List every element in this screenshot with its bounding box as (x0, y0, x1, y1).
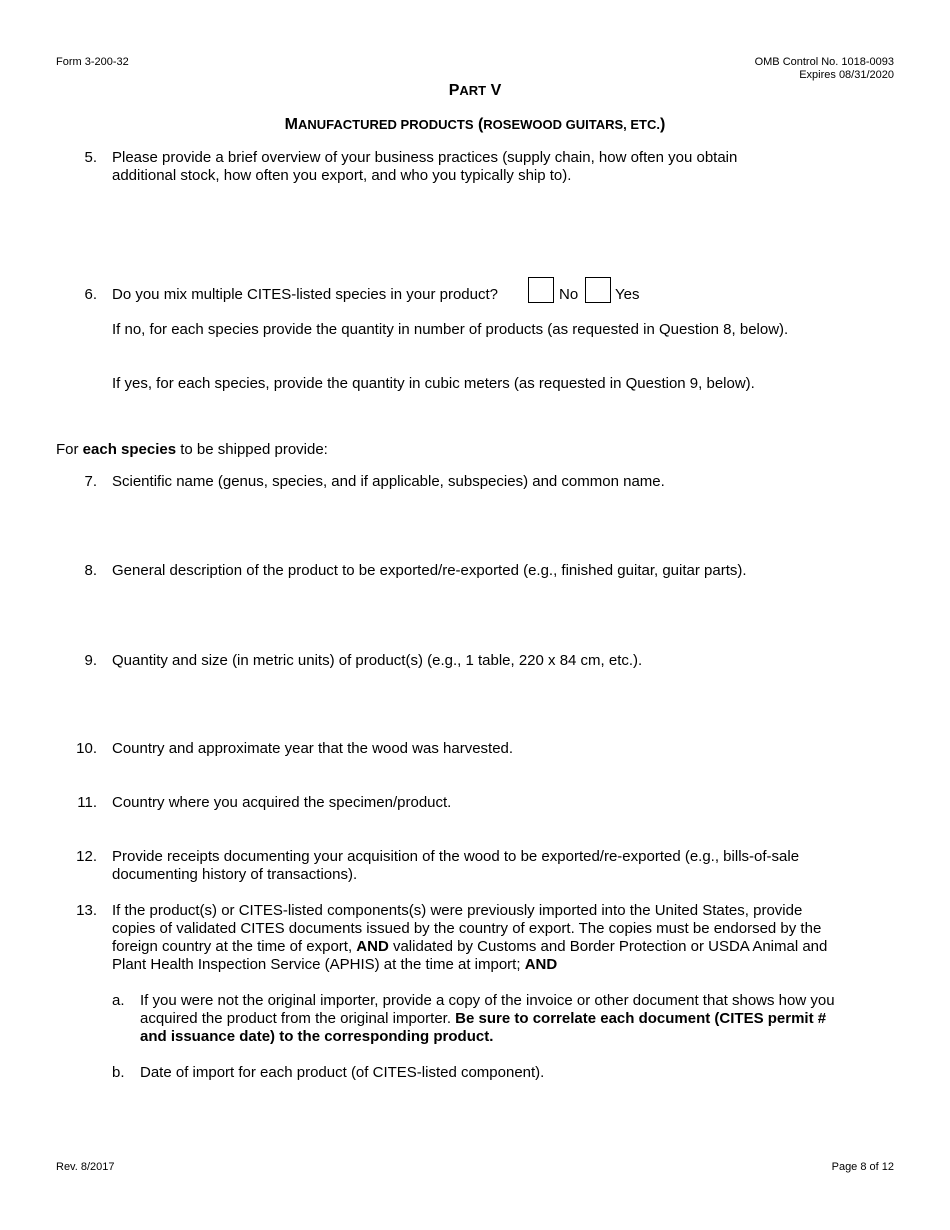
section-subtitle: MANUFACTURED PRODUCTS (ROSEWOOD GUITARS, ETC.) (284, 116, 666, 133)
question-6-if-no: If no, for each species provide the quantity in number of products (as requested in Question 8, below). (112, 321, 789, 338)
question-8-number: 8. (84, 562, 97, 579)
form-number: Form 3-200-32 (56, 56, 129, 68)
question-7-number: 7. (84, 473, 97, 490)
question-13-line-1: If the product(s) or CITES-listed components(s) were previously imported into the United States, provide (112, 902, 803, 919)
no-label: No (559, 286, 579, 303)
mix-species-no-checkbox[interactable] (528, 277, 554, 303)
question-13a-line-1: If you were not the original importer, provide a copy of the invoice or other document that shows how you (140, 992, 835, 1009)
question-8-text: General description of the product to be exported/re-exported (e.g., finished guitar, guitar parts). (112, 562, 747, 579)
question-5-line-2: additional stock, how often you export, and who you typically ship to). (112, 167, 572, 184)
question-5-number: 5. (84, 149, 97, 166)
mix-species-yes-checkbox[interactable] (585, 277, 611, 303)
question-12-number: 12. (76, 848, 97, 865)
question-6-number: 6. (84, 286, 97, 303)
question-13a-line-3: and issuance date) to the corresponding product. (140, 1028, 494, 1045)
question-5-line-1: Please provide a brief overview of your business practices (supply chain, how often you obtain (112, 149, 738, 166)
question-6-text: Do you mix multiple CITES-listed species in your product? (112, 286, 498, 303)
omb-control-number: OMB Control No. 1018-0093 (754, 56, 894, 68)
yes-label: Yes (615, 286, 640, 303)
question-13-line-3: foreign country at the time of export, AND validated by Customs and Border Protection or USDA Animal and (112, 938, 828, 955)
question-7-text: Scientific name (genus, species, and if applicable, subspecies) and common name. (112, 473, 665, 490)
question-10-number: 10. (76, 740, 97, 757)
question-13b-letter: b. (112, 1064, 125, 1081)
question-10-text: Country and approximate year that the wood was harvested. (112, 740, 514, 757)
question-13-line-2: copies of validated CITES documents issued by the country of export. The copies must be endorsed by the (112, 920, 822, 937)
part-title: PART V (448, 82, 502, 99)
question-9-number: 9. (84, 652, 97, 669)
question-12-line-2: documenting history of transactions). (112, 866, 358, 883)
page-number: Page 8 of 12 (831, 1161, 894, 1173)
question-13-line-4: Plant Health Inspection Service (APHIS) at the time at import; AND (112, 956, 558, 973)
revision-date: Rev. 8/2017 (56, 1161, 115, 1173)
question-13-number: 13. (76, 902, 97, 919)
expiration-date: Expires 08/31/2020 (799, 69, 894, 81)
question-13b-text: Date of import for each product (of CITES-listed component). (140, 1064, 545, 1081)
question-9-text: Quantity and size (in metric units) of product(s) (e.g., 1 table, 220 x 84 cm, etc.). (112, 652, 643, 669)
question-11-number: 11. (77, 794, 97, 811)
question-13a-letter: a. (112, 992, 125, 1009)
question-6-if-yes: If yes, for each species, provide the quantity in cubic meters (as requested in Question 9, below). (112, 375, 755, 392)
question-11-text: Country where you acquired the specimen/product. (112, 794, 452, 811)
question-13a-line-2: acquired the product from the original importer. Be sure to correlate each document (CITES permit # (140, 1010, 827, 1027)
each-species-instruction: For each species to be shipped provide: (56, 441, 328, 458)
question-12-line-1: Provide receipts documenting your acquisition of the wood to be exported/re-exported (e.g., bills-of-sale (112, 848, 800, 865)
